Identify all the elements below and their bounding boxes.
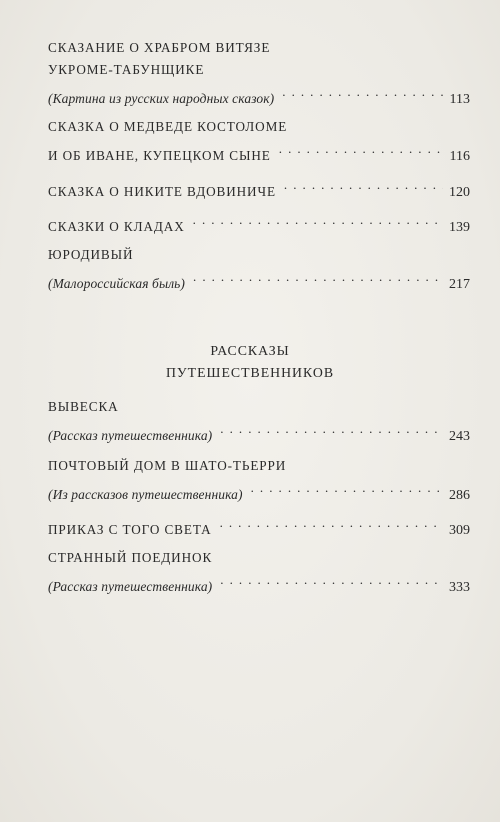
- page-number: 120: [449, 185, 470, 200]
- dot-leader: [220, 418, 443, 440]
- toc-entry-title-line: И ОБ ИВАНЕ, КУПЕЦКОМ СЫНЕ . . . 116: [48, 138, 470, 160]
- page-number: 309: [449, 523, 470, 538]
- toc-entry-title-line: ЮРОДИВЫЙ: [48, 247, 134, 262]
- toc-entry-yurodivy: [48, 244, 470, 292]
- toc-entry-klady: [48, 209, 470, 235]
- toc-entry-subtitle: (Рассказ путешественника): [48, 579, 213, 594]
- page-number: 116: [449, 149, 470, 164]
- toc-entry-title-line: УКРОМЕ-ТАБУНЩИКЕ: [48, 62, 205, 77]
- section-heading-line: РАССКАЗЫ: [210, 343, 290, 358]
- dot-leader: [279, 138, 444, 160]
- toc-entry-title-line: ВЫВЕСКА: [48, 399, 119, 414]
- toc-entry-subtitle-line: [48, 569, 470, 595]
- toc-entry-title-line: ПРИКАЗ С ТОГО СВЕТА . . . 309: [48, 512, 470, 534]
- toc-entry-subtitle-line: [48, 477, 470, 503]
- toc-entry-pochtovy-dom: [48, 455, 470, 503]
- dot-leader: [220, 512, 443, 534]
- page-number: 333: [449, 580, 470, 595]
- toc-entry-subtitle-line: [48, 418, 470, 444]
- toc-entry-subtitle-line: [48, 81, 470, 107]
- toc-entry-ukrom: [48, 37, 470, 107]
- page-number: 243: [449, 429, 470, 444]
- dot-leader: [282, 81, 443, 103]
- toc-entry-subtitle: (Рассказ путешественника): [48, 428, 213, 443]
- toc-entry-medved: [48, 116, 470, 164]
- dot-leader: [193, 266, 443, 288]
- page-number: 139: [449, 220, 470, 235]
- toc-entry-subtitle-line: [48, 266, 470, 292]
- toc-entry-prikaz: [48, 512, 470, 538]
- page-number: 113: [449, 92, 470, 107]
- section-heading: [0, 340, 500, 384]
- page-number: 217: [449, 277, 470, 292]
- section-heading-line: ПУТЕШЕСТВЕННИКОВ: [165, 365, 335, 380]
- page-number: 286: [449, 488, 470, 503]
- toc-entry-title-line: СКАЗКА О НИКИТЕ ВДОВИНИЧЕ . . . 120: [48, 174, 470, 196]
- dot-leader: [284, 174, 443, 196]
- toc-entry-nikita: [48, 174, 470, 200]
- toc-entry-subtitle: (Из рассказов путешественника): [48, 487, 243, 502]
- toc-entry-subtitle: (Картина из русских народных сказок): [48, 91, 275, 106]
- toc-entry-title-line: СТРАННЫЙ ПОЕДИНОК: [48, 550, 213, 565]
- toc-entry-vyveska: [48, 396, 470, 444]
- toc-entry-title-line: СКАЗАНИЕ О ХРАБРОМ ВИТЯЗЕ: [48, 40, 271, 55]
- toc-entry-title-line: ПОЧТОВЫЙ ДОМ В ШАТО-ТЬЕРРИ: [48, 458, 287, 473]
- toc-entry-poedinok: [48, 547, 470, 595]
- toc-entry-title-line: СКАЗКИ О КЛАДАХ . . . 139: [48, 209, 470, 231]
- dot-leader: [193, 209, 443, 231]
- dot-leader: [220, 569, 443, 591]
- toc-entry-subtitle: (Малороссийская быль): [48, 276, 186, 291]
- toc-entry-title-line: СКАЗКА О МЕДВЕДЕ КОСТОЛОМЕ: [48, 119, 288, 134]
- dot-leader: [251, 477, 443, 499]
